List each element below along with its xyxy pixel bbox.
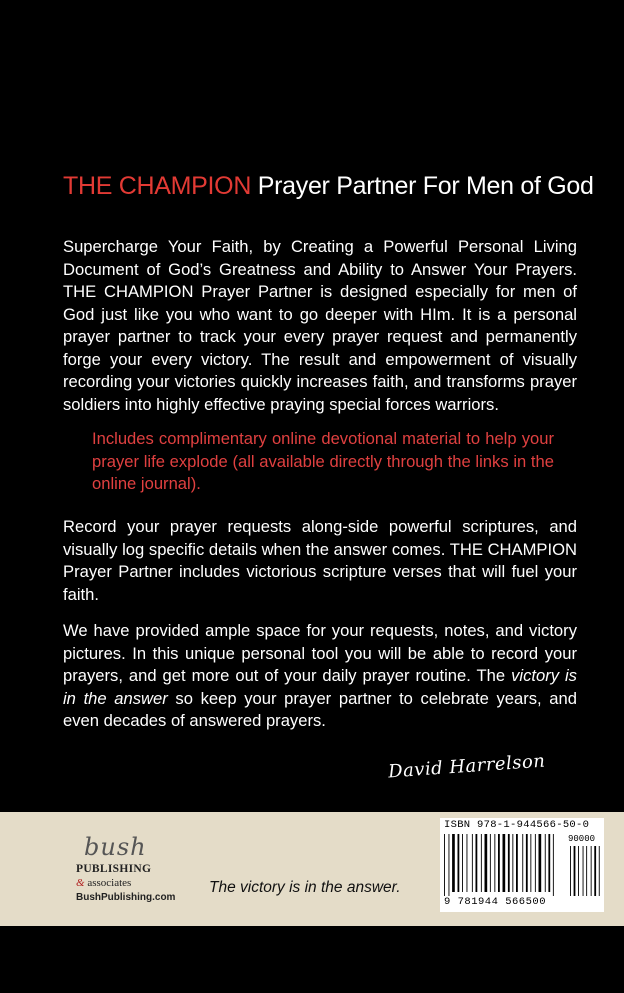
isbn-barcode (440, 818, 604, 912)
bonus-callout-paragraph: Includes complimentary online devotional material to help your prayer life explode (all available directly through the links in the online journal). (92, 429, 554, 493)
publisher-associates (76, 877, 131, 889)
p4-emphasis: victory is in the answer (63, 666, 577, 708)
publisher-associates-text: associates (87, 877, 132, 889)
publisher-ampersand: & (76, 877, 85, 889)
description-paragraph-1: Supercharge Your Faith, by Creating a Powerful Personal Living Document of God’s Greatness and Ability to Answer Your Prayers. THE CHAMPION Prayer Partner is designed especially for men of God just like you who want to go deeper with HIm. It is a personal prayer partner to track your every prayer request and permanently forge your every victory. The result and empowerment of visually recording your victories quickly increases faith, and transforms prayer soldiers into highly effective praying special forces warriors. (63, 237, 577, 414)
isbn-label: ISBN 978-1-944566-50-0 (444, 819, 590, 831)
title-rest: Prayer Partner For Men of God (257, 172, 594, 200)
p4-text-a: We have provided ample space for your requests, notes, and victory pictures. In this unique personal tool you will be able to record your prayers, and get more out of your daily prayer routine. The (63, 621, 577, 685)
barcode-addon-digits: 90000 (568, 834, 596, 844)
publisher-url: BushPublishing.com (76, 892, 176, 903)
back-cover-title (63, 172, 603, 201)
description-paragraph-4 (63, 620, 577, 733)
barcode-ean-digits: 9 781944 566500 (444, 896, 547, 908)
tagline: The victory is in the answer. (209, 879, 401, 896)
p4-text-b: so keep your prayer partner to celebrate years, and even decades of answered prayers. (63, 688, 577, 730)
publisher-script: bush (84, 833, 147, 861)
publisher-name: PUBLISHING (76, 863, 152, 875)
description-paragraph-3: Record your prayer requests along-side powerful scriptures, and visually log specific details when the answer comes. THE CHAMPION Prayer Partner includes victorious scripture verses that will fuel your faith. (63, 517, 577, 604)
title-highlight: THE CHAMPION (63, 172, 252, 200)
author-signature: David Harrelson (387, 750, 547, 783)
publisher-logo (74, 835, 184, 915)
